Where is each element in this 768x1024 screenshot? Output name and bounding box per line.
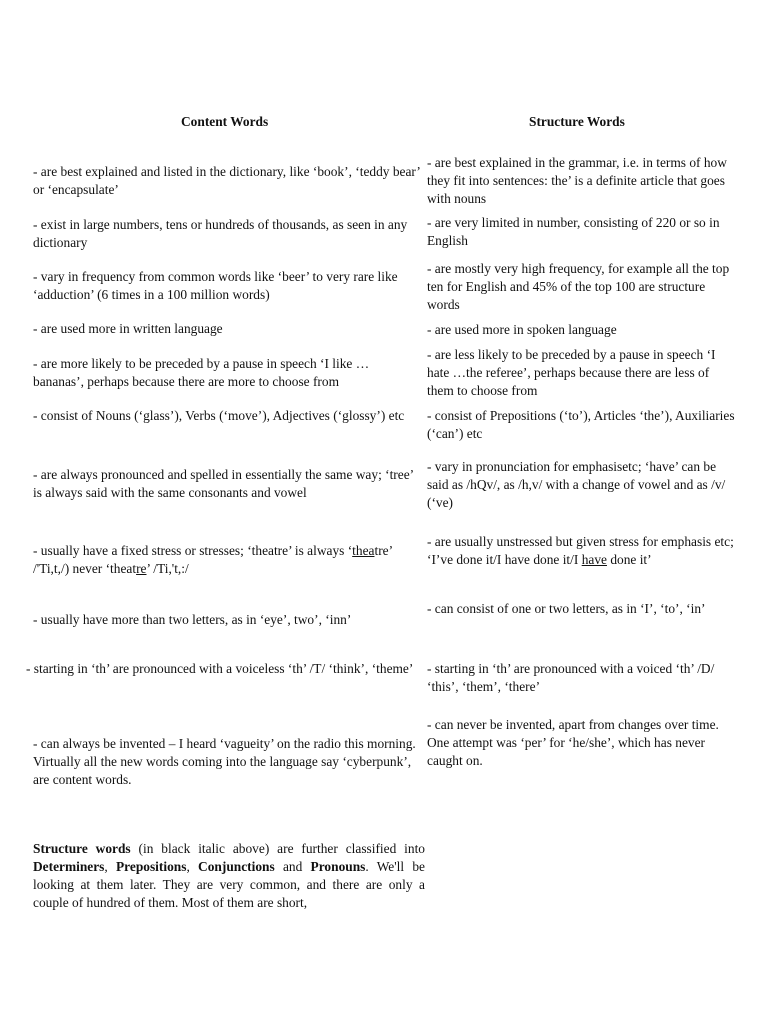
content-cell-10: - starting in ‘th’ are pronounced with a voiceless ‘th’ /T/ ‘think’, ‘theme’ [26,661,414,676]
structure-cell-1: - are best explained in the grammar, i.e. in terms of how they fit into sentences: the’ is a definite article that goes with nouns [427,155,727,206]
stress-text-1: - usually have a fixed stress or stresses; ‘theatre’ is always ‘ [33,543,353,558]
paragraph-bold-determiners: Determiners [33,859,105,874]
content-cell-8 [33,542,420,578]
structure-words-header: Structure Words [529,114,625,129]
structure-cell-5: - are less likely to be preceded by a pause in speech ‘I hate …the referee’, perhaps because there are less of them to choose from [427,347,716,398]
content-cell-9: - usually have more than two letters, as in ‘eye’, two’, ‘inn’ [33,612,352,627]
paragraph-bold-structure-words: Structure words [33,841,131,856]
stress-underline-re: re [136,561,147,576]
content-cell-5: - are more likely to be preceded by a pause in speech ‘I like … bananas’, perhaps because there are more to choose from [33,356,370,389]
structure-words-paragraph [33,840,425,912]
structure-cell-6: - consist of Prepositions (‘to’), Articles ‘the’), Auxiliaries (‘can’) etc [427,408,735,441]
unstressed-underline-have: have [581,552,607,567]
paragraph-bold-conjunctions: Conjunctions [198,859,275,874]
structure-cell-2: - are very limited in number, consisting of 220 or so in English [427,215,720,248]
structure-cell-11: - can never be invented, apart from changes over time. One attempt was ‘per’ for ‘he/she’, which has never caught on. [427,717,719,768]
paragraph-text-4: and [274,859,311,874]
stress-text-2: tre’ /'Ti,t,/) never ‘theat [33,543,393,576]
paragraph-bold-prepositions: Prepositions [116,859,187,874]
paragraph-text-5: . We'll be looking at them later. They are very common, and there are only a couple of hundred of them. Most of them are short, [33,859,425,910]
paragraph-text-3: , [186,859,199,874]
paragraph-text-2: , [104,859,116,874]
content-cell-1: - are best explained and listed in the dictionary, like ‘book’, ‘teddy bear’ or ‘encapsulate’ [33,164,420,197]
unstressed-text-1: - are usually unstressed but given stress for emphasis etc; ‘I’ve done it/I have done it/I [427,534,734,567]
content-cell-7: - are always pronounced and spelled in essentially the same way; ‘tree’ is always said with the same consonants and vowel [33,467,414,500]
structure-cell-9: - can consist of one or two letters, as in ‘I’, ‘to’, ‘in’ [427,601,706,616]
structure-cell-8 [427,533,739,569]
structure-cell-3: - are mostly very high frequency, for example all the top ten for English and 45% of the top 100 are structure words [427,261,730,312]
content-cell-11: - can always be invented – I heard ‘vagueity’ on the radio this morning. Virtually all the new words coming into the language say ‘cyberpunk’, are content words. [33,736,416,787]
paragraph-bold-pronouns: Pronouns [310,859,366,874]
content-cell-2: - exist in large numbers, tens or hundreds of thousands, as seen in any dictionary [33,217,408,250]
structure-cell-7: - vary in pronunciation for emphasisetc; ‘have’ can be said as /hQv/, as /h,v/ with a change of vowel and as /v/ (‘ve) [427,459,726,510]
stress-underline-thea: thea [352,543,375,558]
structure-cell-10: - starting in ‘th’ are pronounced with a voiced ‘th’ /D/ ‘this’, ‘them’, ‘there’ [427,661,715,694]
content-cell-3: - vary in frequency from common words like ‘beer’ to very rare like ‘adduction’ (6 times in a 100 million words) [33,269,398,302]
content-words-header: Content Words [181,114,269,129]
unstressed-text-2: done it’ [606,552,652,567]
stress-text-3: ’ /Ti,'t,:/ [146,561,189,576]
paragraph-text-1: (in black italic above) are further classified into [130,841,426,856]
structure-cell-4: - are used more in spoken language [427,322,617,337]
content-cell-4: - are used more in written language [33,321,223,336]
content-cell-6: - consist of Nouns (‘glass’), Verbs (‘move’), Adjectives (‘glossy’) etc [33,408,405,423]
